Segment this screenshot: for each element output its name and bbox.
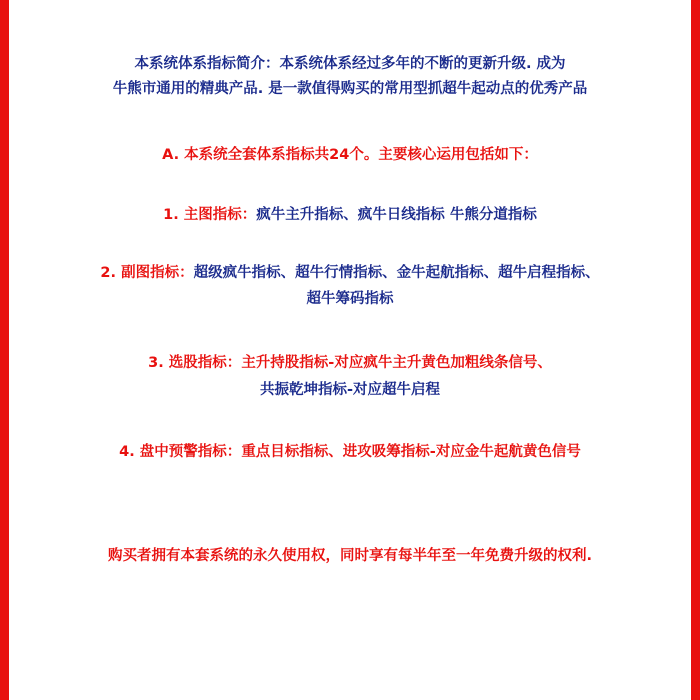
item-2-body-line-1: 超级疯牛指标、超牛行情指标、金牛起航指标、超牛启程指标、 — [193, 265, 600, 282]
item-4-body: 重点目标指标、进攻吸筹指标-对应金牛起航黄色信号 — [241, 443, 581, 460]
section-a-heading: A. 本系统全套体系指标共24个。主要核心运用包括如下： — [162, 146, 538, 163]
item-4 — [27, 439, 673, 465]
item-3-body-line-2: 共振乾坤指标-对应超牛启程 — [259, 381, 441, 398]
left-red-border — [0, 0, 9, 700]
intro-paragraph — [27, 52, 673, 103]
item-1-head: 1. 主图指标： — [163, 207, 257, 224]
document-content — [9, 0, 691, 700]
right-red-border — [691, 0, 700, 700]
item-3-body-line-1: 主升持股指标-对应疯牛主升黄色加粗线条信号、 — [241, 355, 552, 372]
item-2 — [27, 260, 673, 312]
item-3 — [27, 350, 673, 402]
intro-line-2: 牛熊市通用的精典产品. 是一款值得购买的常用型抓超牛起动点的优秀产品 — [112, 81, 588, 98]
item-1 — [27, 202, 673, 228]
intro-line-1: 本系统体系指标简介：本系统体系经过多年的不断的更新升级. 成为 — [134, 56, 566, 72]
footer-note: 购买者拥有本套系统的永久使用权，同时享有每半年至一年免费升级的权利. — [107, 547, 592, 564]
item-4-head: 4. 盘中预警指标： — [119, 443, 242, 460]
item-2-head: 2. 副图指标： — [100, 265, 194, 282]
item-3-head: 3. 选股指标： — [148, 355, 242, 372]
item-1-body: 疯牛主升指标、疯牛日线指标 牛熊分道指标 — [256, 207, 537, 224]
item-2-body-line-2: 超牛筹码指标 — [306, 291, 394, 308]
